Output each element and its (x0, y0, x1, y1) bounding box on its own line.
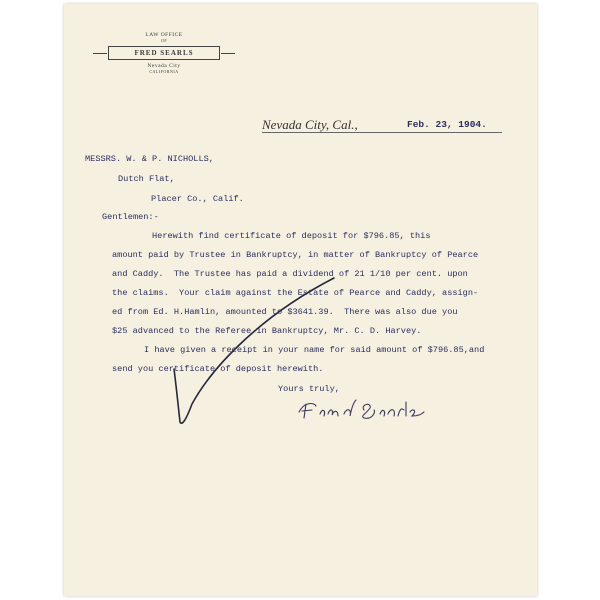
address-line-3: Placer Co., Calif. (151, 194, 244, 204)
letterhead (94, 32, 234, 74)
dateline-rule (262, 132, 502, 133)
letterhead-name: FRED SEARLS (108, 46, 220, 60)
check-mark (164, 274, 344, 434)
letter-page (64, 4, 537, 596)
letterhead-of: OF (160, 38, 168, 43)
dateline-place: Nevada City, Cal., (262, 117, 358, 132)
address-line-2: Dutch Flat, (118, 174, 175, 184)
body-p1-line-4: the claims. Your claim against the Estate of Pearce and Caddy, assign- (112, 288, 479, 298)
body-p1-line-2: amount paid by Trustee in Bankruptcy, in matter of Bankruptcy of Pearce (112, 250, 479, 260)
dateline-date: Feb. 23, 1904. (407, 119, 487, 130)
body-p1-line-1: Herewith find certificate of deposit for $796.85, this (152, 231, 431, 241)
body-p2-line-2: send you certificate of deposit herewith. (112, 364, 324, 374)
address-line-1: MESSRS. W. & P. NICHOLLS, (85, 154, 214, 164)
letterhead-law-office: LAW OFFICE (145, 32, 183, 38)
salutation: Gentlemen:- (102, 212, 159, 222)
body-p1-line-5: ed from Ed. H.Hamlin, amounted to $3641.39. There was also due you (112, 307, 458, 317)
letterhead-state: CALIFORNIA (149, 69, 179, 74)
letterhead-city: Nevada City (147, 63, 181, 69)
closing: Yours truly, (278, 384, 340, 394)
body-p1-line-3: and Caddy. The Trustee has paid a dividend of 21 1/10 per cent. upon (112, 269, 468, 279)
body-p1-line-6: $25 advanced to the Referee in Bankruptcy, Mr. C. D. Harvey. (112, 326, 422, 336)
body-p2-line-1: I have given a receipt in your name for said amount of $796.85,and (144, 345, 485, 355)
